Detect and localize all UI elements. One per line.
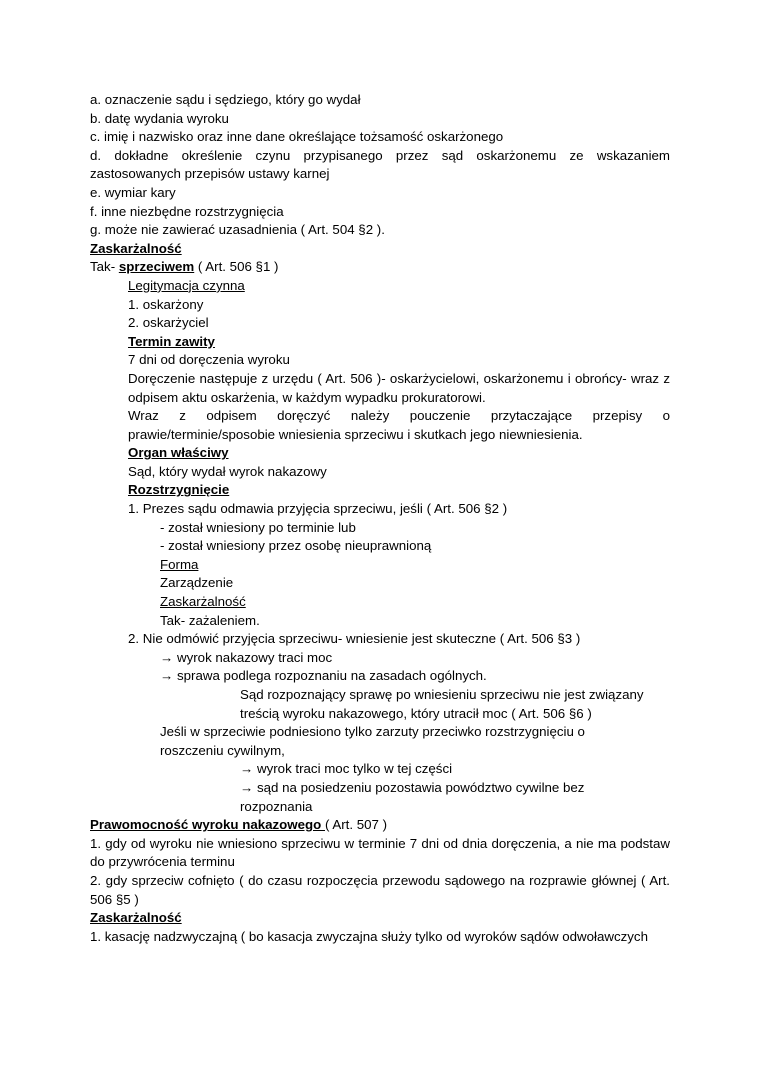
j-effect-a: → wyrok traci moc tylko w tej części — [240, 761, 453, 777]
organ-text: Sąd, który wydał wyrok nakazowy — [128, 463, 327, 479]
list-item-a: a. oznaczenie sądu i sędziego, który go wydał — [90, 92, 361, 107]
j-effect-b: → sąd na posiedzeniu pozostawia powództwo cywilne bez rozpoznania — [240, 779, 585, 814]
r2-effect-b: → sprawa podlega rozpoznaniu na zasadach ogólnych. — [160, 668, 487, 684]
rozstrzygniecie-item-1: 1. Prezes sądu odmawia przyjęcia sprzeciwu, jeśli ( Art. 506 §2 ) — [128, 501, 508, 517]
heading-prawomocnosc-line — [90, 816, 670, 835]
tak-prefix: Tak- — [90, 259, 119, 275]
heading-zaskarzalnosc-2: Zaskarżalność — [160, 594, 246, 610]
wraz-text: Wraz z odpisem doręczyć należy pouczenie przytaczające przepisy o prawie/terminie/sposobie wniesienia sprzeciwu i skutkach jego niewniesienia. — [128, 408, 670, 442]
prawomocnosc-ref: ( Art. 507 ) — [324, 817, 388, 833]
sprzeciwem-term: sprzeciwem — [118, 259, 195, 275]
r1-condition-b: - został wniesiony przez osobę nieuprawnioną — [160, 538, 432, 554]
list-item-b: b. datę wydania wyroku — [90, 110, 229, 126]
prawomocnosc-item-2: 2. gdy sprzeciw cofnięto ( do czasu rozpoczęcia przewodu sądowego na rozprawie głównej ( Art. 506 §5 ) — [90, 872, 670, 907]
heading-organ: Organ właściwy — [128, 445, 229, 461]
termin-text: 7 dni od doręczenia wyroku — [128, 352, 290, 368]
heading-termin: Termin zawity — [128, 333, 215, 349]
rozstrzygniecie-item-2: 2. Nie odmówić przyjęcia sprzeciwu- wniesienie jest skuteczne ( Art. 506 §3 ) — [128, 631, 581, 647]
list-item-c: c. imię i nazwisko oraz inne dane określające tożsamość oskarżonego — [90, 129, 504, 145]
sad-text: Sąd rozpoznający sprawę po wniesieniu sprzeciwu nie jest związany treścią wyroku nakazowego, który utracił moc ( Art. 506 §6 ) — [240, 687, 644, 721]
doreczenie-text: Doręczenie następuje z urzędu ( Art. 506 )- oskarżycielowi, oskarżonemu i obrońcy- wraz z odpisem aktu oskarżenia, w każdym wypadku prokuratorowi. — [128, 370, 670, 405]
r2-effect-a: → wyrok nakazowy traci moc — [160, 649, 333, 665]
tak-sprzeciwem-line — [90, 258, 670, 277]
heading-zaskarzalnosc-3: Zaskarżalność — [90, 910, 182, 926]
document-page — [90, 91, 670, 946]
prawomocnosc-item-1: 1. gdy od wyroku nie wniesiono sprzeciwu w terminie 7 dni od dnia doręczenia, a nie ma podstaw do przywrócenia terminu — [90, 835, 670, 870]
heading-rozstrzygniecie: Rozstrzygnięcie — [128, 482, 230, 498]
forma-text: Zarządzenie — [160, 575, 234, 591]
list-item-f: f. inne niezbędne rozstrzygnięcia — [90, 203, 284, 219]
r1-condition-a: - został wniesiony po terminie lub — [160, 519, 356, 535]
tak-ref: ( Art. 506 §1 ) — [194, 259, 279, 275]
heading-zaskarzalnosc: Zaskarżalność — [90, 240, 182, 256]
zaskarzalnosc-3-item-1: 1. kasację nadzwyczajną ( bo kasacja zwyczajna służy tylko od wyroków sądów odwoławczych — [90, 928, 648, 944]
jesli-text: Jeśli w sprzeciwie podniesiono tylko zarzuty przeciwko rozstrzygnięciu o roszczeniu cywilnym, — [160, 724, 585, 758]
heading-prawomocnosc: Prawomocność wyroku nakazowego — [90, 817, 325, 833]
list-item-d: d. dokładne określenie czynu przypisanego przez sąd oskarżonemu ze wskazaniem zastosowanych przepisów ustawy karnej — [90, 147, 670, 182]
heading-forma: Forma — [160, 556, 199, 572]
legit-item-1: 1. oskarżony — [128, 296, 204, 312]
legit-item-2: 2. oskarżyciel — [128, 315, 209, 331]
list-item-e: e. wymiar kary — [90, 184, 176, 200]
heading-legitymacja: Legitymacja czynna — [128, 277, 245, 293]
zaskarzalnosc-2-text: Tak- zażaleniem. — [160, 612, 260, 628]
list-item-g: g. może nie zawierać uzasadnienia ( Art. 504 §2 ). — [90, 222, 385, 238]
